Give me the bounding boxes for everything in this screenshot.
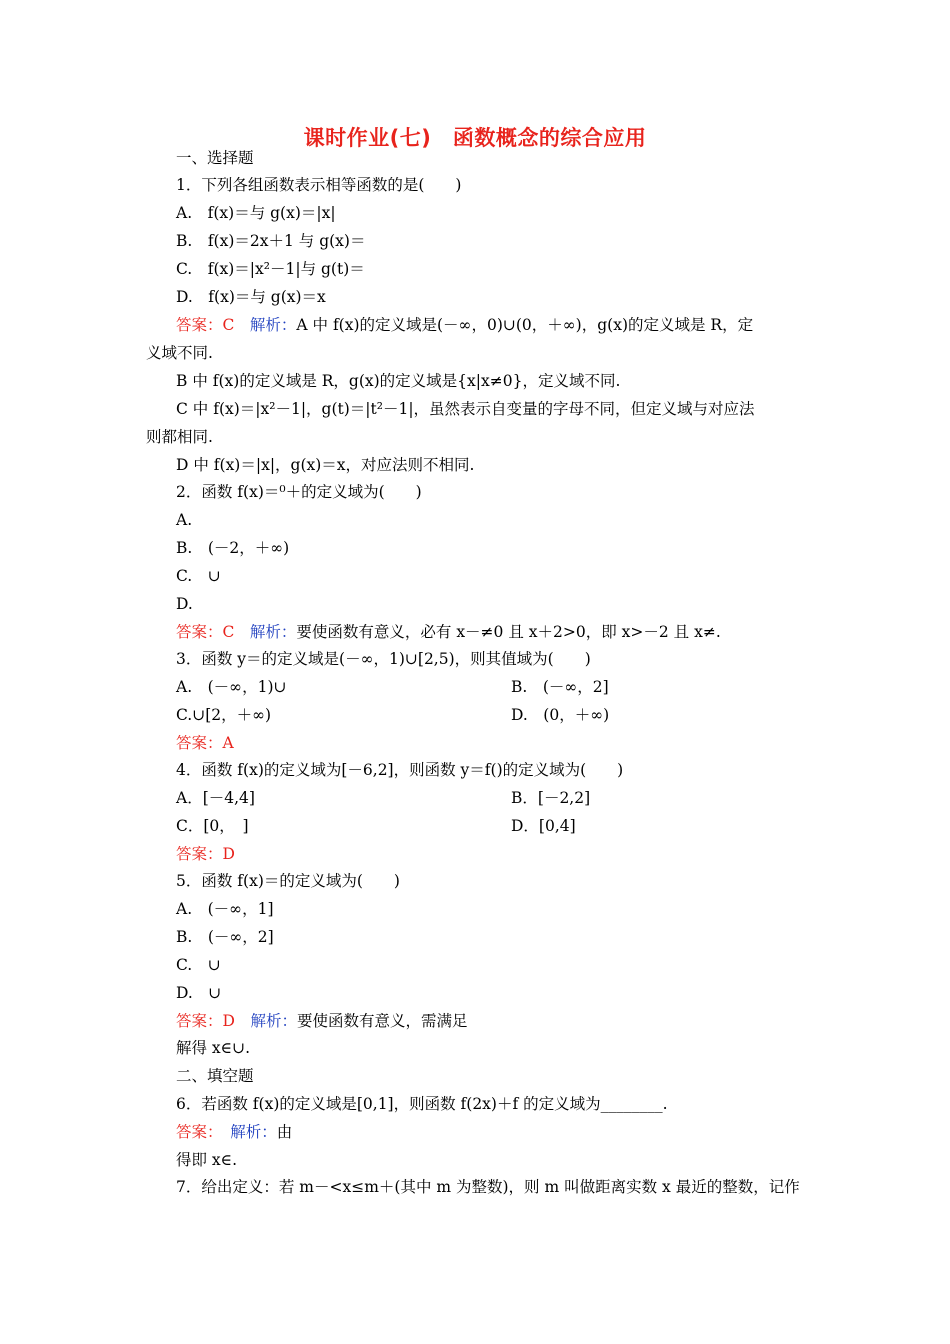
line-text: A 中 f(x)的定义域是(－∞，0)∪(0，＋∞)，g(x)的定义域是 R，定 [296,316,754,334]
text-line [176,175,461,195]
text-line [176,566,221,586]
line-text: B. (－∞，2] [511,678,609,696]
line-text: 由 [276,1123,293,1141]
text-line [176,538,289,558]
text-line [176,927,274,947]
answer-label: 答案：D [176,1012,251,1030]
text-line [176,1177,800,1197]
analysis-label: 解析： [230,1123,277,1141]
line-text: 1．下列各组函数表示相等函数的是( ) [176,176,462,194]
text-line [176,622,721,642]
text-line [176,148,254,168]
line-text: C．[0， ] [176,817,249,835]
line-text: 3．函数 y＝的定义域是(－∞，1)∪[2,5)，则其值域为( ) [176,650,591,668]
answer-label: 答案： [176,1123,231,1141]
text-line [176,1066,254,1086]
line-text: 要使函数有意义，必有 x－≠0 且 x＋2>0，即 x>－2 且 x≠. [296,623,721,641]
line-text: D. ∪ [176,984,222,1002]
line-text: A. (－∞，1)∪ [176,678,287,696]
answer-label: 答案：C [176,623,250,641]
text-line [176,760,623,780]
line-text: 7．给出定义：若 m－<x≤m＋(其中 m 为整数)，则 m 叫做距离实数 x 最近的整数，记作 [176,1178,800,1196]
text-line [146,343,213,363]
text-line [176,203,336,223]
text-line [176,705,271,725]
text-line [176,399,755,419]
text-line [176,315,753,335]
text-line [176,482,422,502]
text-line [176,816,249,836]
line-text: C. ∪ [176,567,221,585]
text-line [176,1094,668,1114]
text-line [176,594,193,614]
analysis-label: 解析： [249,316,297,334]
text-line [511,816,576,836]
line-text: D. [176,595,193,613]
line-text: B. (－∞，2] [176,928,274,946]
line-text: D. (0，＋∞) [511,706,610,724]
text-line [176,899,274,919]
line-text: 解得 x∈∪. [176,1039,251,1057]
text-line [176,510,192,530]
text-line [176,455,474,475]
text-line [511,677,609,697]
line-text: 得即 x∈. [176,1151,238,1169]
text-line [176,955,221,975]
line-text: D 中 f(x)＝|x|，g(x)＝x，对应法则不相同. [176,456,475,474]
line-text: A. [176,511,193,529]
line-text: D. f(x)＝与 g(x)＝x [176,288,326,306]
text-line [176,231,365,251]
line-text: 一、选择题 [176,149,254,167]
text-line [511,705,609,725]
answer-label: 答案：D [176,845,235,863]
text-line [176,1038,250,1058]
line-text: C. ∪ [176,956,221,974]
line-text: B．[－2,2] [511,789,591,807]
text-line [176,788,255,808]
text-line [176,1122,292,1142]
answer-label: 答案：C [176,316,250,334]
analysis-label: 解析： [250,1012,297,1030]
line-text: C 中 f(x)＝|x²－1|，g(t)＝|t²－1|，虽然表示自变量的字母不同，但定义域与对应法 [176,400,755,418]
text-line [176,1011,467,1031]
text-line [176,371,620,391]
line-text: 6．若函数 f(x)的定义域是[0,1]，则函数 f(2x)＋f 的定义域为________. [176,1095,668,1113]
text-line [176,649,591,669]
line-text: A. (－∞，1] [176,900,274,918]
line-text: C. f(x)＝|x²－1|与 g(t)＝ [176,260,365,278]
text-line [146,427,213,447]
line-text: 5．函数 f(x)＝的定义域为( ) [176,872,400,890]
answer-label: 答案：A [176,734,234,752]
line-text: B. (－2，＋∞) [176,539,290,557]
line-text: 则都相同. [146,428,213,446]
line-text: C.∪[2，＋∞) [176,706,272,724]
line-text: A. f(x)＝与 g(x)＝|x| [176,204,336,222]
text-line [511,788,590,808]
line-text: B. f(x)＝2x＋1 与 g(x)＝ [176,232,366,250]
page-title: 课时作业(七) 函数概念的综合应用 [303,126,647,150]
text-line [176,287,326,307]
analysis-label: 解析： [249,623,297,641]
text-line [176,871,400,891]
line-text: D．[0,4] [511,817,576,835]
text-line [176,677,286,697]
line-text: 2．函数 f(x)＝⁰＋的定义域为( ) [176,483,422,501]
line-text: 4．函数 f(x)的定义域为[－6,2]，则函数 y＝f()的定义域为( ) [176,761,624,779]
line-text: 义域不同. [146,344,213,362]
text-line [176,983,221,1003]
line-text: A．[－4,4] [176,789,255,807]
line-text: 要使函数有意义，需满足 [296,1012,468,1030]
text-line [176,733,234,753]
line-text: 二、填空题 [176,1067,254,1085]
text-line [176,844,235,864]
text-line [176,1150,237,1170]
line-text: B 中 f(x)的定义域是 R，g(x)的定义域是{x|x≠0}，定义域不同. [176,372,621,390]
text-line [176,259,365,279]
